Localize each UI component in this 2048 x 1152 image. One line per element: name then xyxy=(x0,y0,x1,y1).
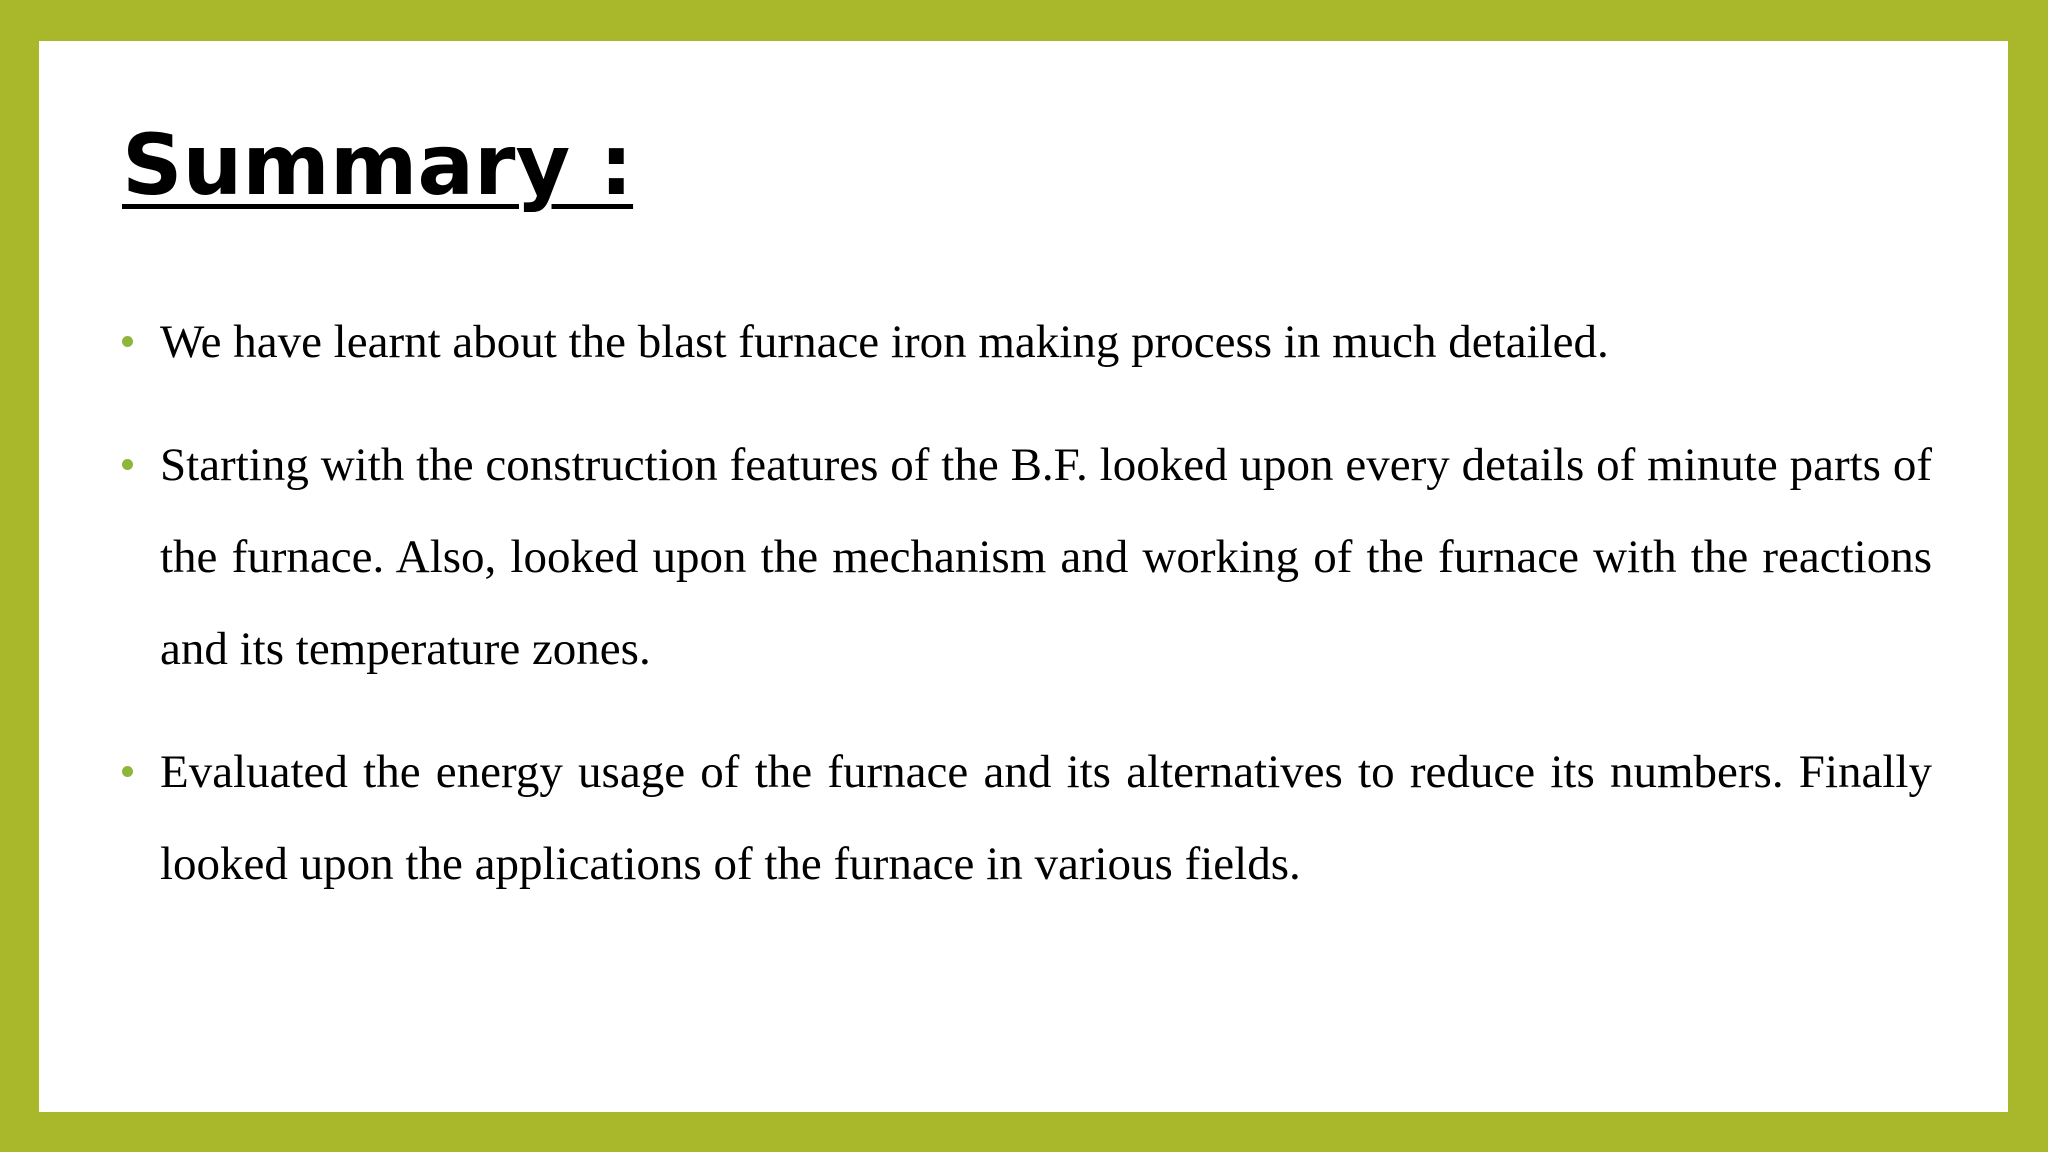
bullet-item-1 xyxy=(122,296,1932,388)
slide-title: Summary : xyxy=(122,116,634,214)
bullet-item-2 xyxy=(122,419,1932,695)
bullet-text-2: Starting with the construction features of the B.F. looked upon every details of minute parts of the furnace. Also, looked upon the mechanism and working of the furnace with the reactions and its temperature zones. xyxy=(160,439,1932,675)
bullet-dot-icon xyxy=(122,459,133,470)
slide-content-area xyxy=(39,41,2008,1112)
bullet-dot-icon xyxy=(122,336,133,347)
bullet-dot-icon xyxy=(122,766,133,777)
bullet-item-3 xyxy=(122,726,1932,910)
bullet-list xyxy=(122,296,1932,941)
bullet-text-1: We have learnt about the blast furnace iron making process in much detailed. xyxy=(160,316,1609,368)
bullet-text-3: Evaluated the energy usage of the furnace and its alternatives to reduce its numbers. Finally looked upon the applications of the furnace in various fields. xyxy=(160,746,1932,890)
